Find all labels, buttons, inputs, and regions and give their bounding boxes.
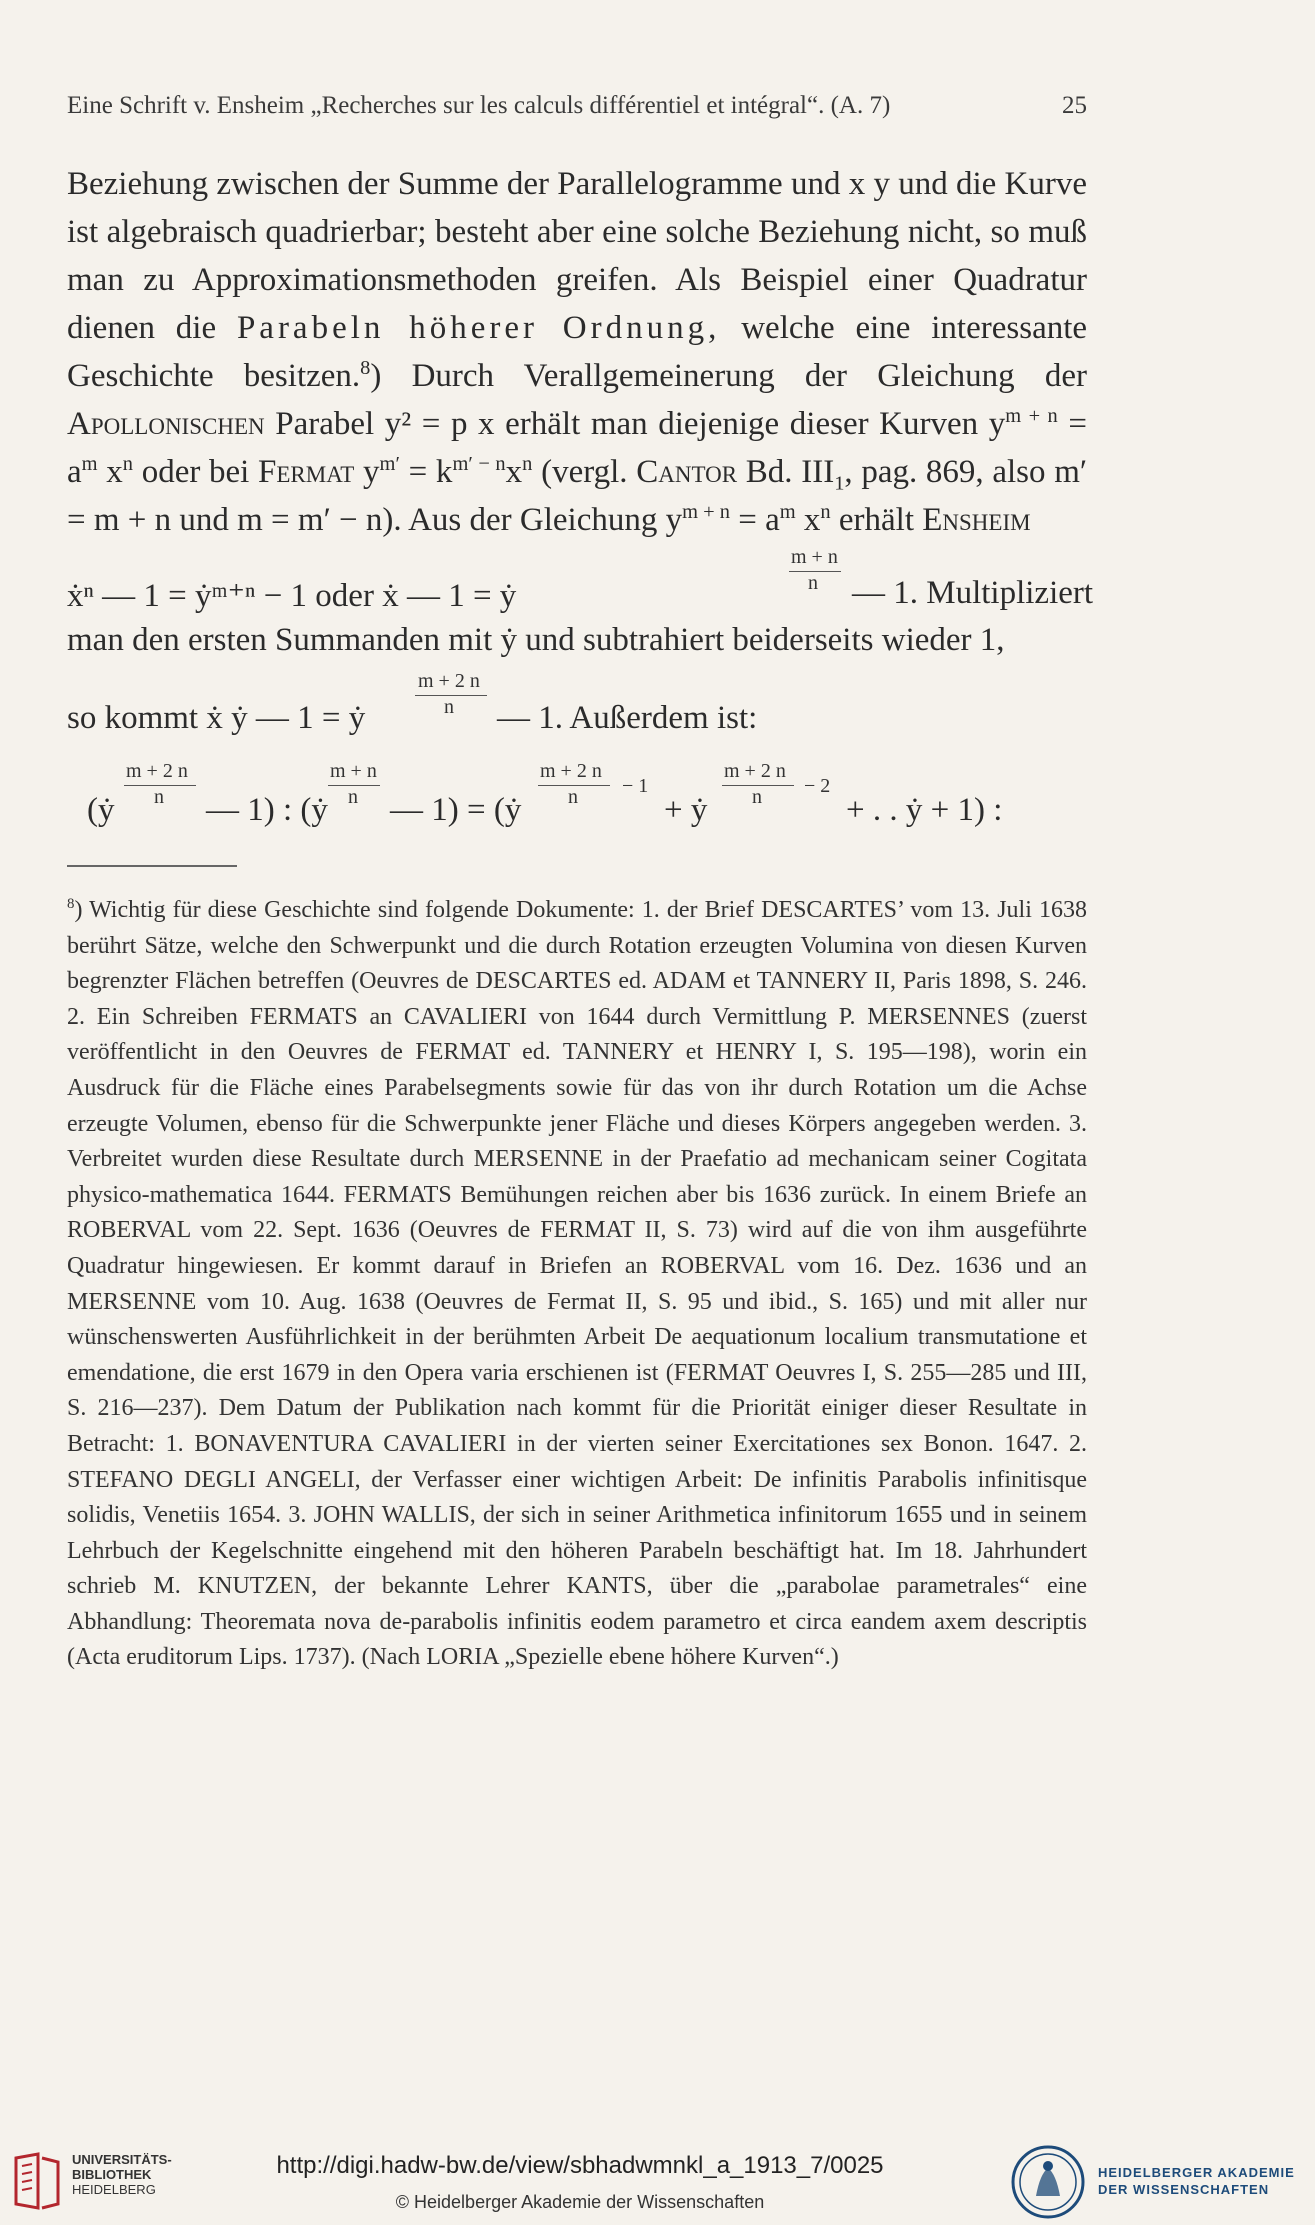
author-name: Fermat <box>258 454 355 490</box>
main-text <box>67 160 1087 544</box>
text-run: x <box>505 454 523 490</box>
library-name-line: BIBLIOTHEK <box>72 2167 152 2182</box>
exponent: n <box>122 453 133 475</box>
text-line <box>67 622 1087 659</box>
fraction-numerator: m + 2 n <box>418 670 480 692</box>
exponent: m + n <box>682 501 730 523</box>
footer-bar <box>0 2140 1315 2225</box>
fraction-numerator: m + 2 n <box>724 760 786 782</box>
text-run: y <box>363 454 380 490</box>
equation-line-end <box>497 700 757 737</box>
text-run: welche eine interessante Geschichte besitzen. <box>67 310 1088 394</box>
equation-text: so kommt ẋ ẏ — 1 = ẏ <box>67 700 366 736</box>
fraction-denominator: n <box>444 696 454 718</box>
text-run: erhält <box>838 502 914 538</box>
exponent: m′ − n <box>452 453 506 475</box>
academy-name-line: DER WISSENSCHAFTEN <box>1098 2182 1270 2197</box>
running-title: Eine Schrift v. Ensheim „Recherches sur les calculs différentiel et intégral“. (A. 7) <box>67 92 891 119</box>
fraction-numerator: m + n <box>791 546 838 568</box>
main-paragraph <box>67 160 1087 544</box>
footnote-text: ) Wichtig für diese Geschichte sind folgende Dokumente: 1. der Brief DESCARTES’ vom 13. Juli 1638 berührt Sätze, welche den Schwerpunkt und die durch Rotation erzeugten Volumina von diesen Kurven begrenzter Flächen betreffen (Oeuvres de DESCARTES ed. ADAM et TANNERY II, Paris 1898, S. 246. 2. Ein Schreiben FERMATS an CAVALIERI von 1644 durch Vermittlung P. MERSENNES (zuerst veröffentlicht in den Oeuvres de FERMAT ed. TANNERY et HENRY I, S. 195—198), worin ein Ausdruck für die Fläche eines Parabelsegments sowie für das von ihr durch Rotation um die Achse erzeugte Volumen, ebenso für die Schwerpunkte jener Fläche und dieses Körpers angegeben werden. 3. Verbreitet wurden diese Resultate durch MERSENNE in der Praefatio ad mechanicam seiner Cogitata physico-mathematica 1644. FERMATS Bemühungen reichen aber bis 1636 zurück. In einem Briefe an ROBERVAL vom 22. Sept. 1636 (Oeuvres de FERMAT II, S. 73) wird auf die von ihm ausgeführte Quadratur hingewiesen. Er kommt darauf in Briefen an ROBERVAL vom 16. Dez. 1636 und an MERSENNE vom 10. Aug. 1638 (Oeuvres de Fermat II, S. 95 und ibid., S. 165) und mit aller nur wünschenswerten Ausführlichkeit in der berühmten Arbeit De aequationum localium transmutatione et emendatione, die erst 1679 in den Opera varia erschienen ist (FERMAT Oeuvres I, S. 255—285 und III, S. 216—237). Dem Datum der Publikation nach kommt für die Priorität einiger dieser Resultate in Betracht: 1. BONAVENTURA CAVALIERI in der vierten seiner Exercitationes sex Bonon. 1647. 2. STEFANO DEGLI ANGELI, der Verfasser einer wichtigen Arbeit: De infinitis Parabolis infinitisque solidis, Venetiis 1654. 3. JOHN WALLIS, der sich in seiner Arithmetica infinitorum 1655 und in seinem Lehrbuch der Kegelschnitte eingehend mit den höheren Parabeln beschäftigt hat. Im 18. Jahrhundert schrieb M. KNUTZEN, der bekannte Lehrer KANTS, über die „parabolae parametrales“ eine Abhandlung: Theoremata nova de-parabolis infinitis eodem parametro et circa eandem axem descriptis (Acta eruditorum Lips. 1737). (Nach LORIA „Spezielle ebene höhere Kurven“.) <box>67 897 1087 1671</box>
equation-part: + . . ẏ + 1) : <box>846 792 1003 828</box>
fraction-denominator: n <box>568 786 578 808</box>
library-name-line: UNIVERSITÄTS- <box>72 2152 172 2167</box>
footnote <box>67 893 1087 1676</box>
subscript: 1 <box>834 472 845 495</box>
document-url-link[interactable]: http://digi.hadw-bw.de/view/sbhadwmnkl_a_1913_7/0025 <box>276 2152 884 2179</box>
text-run: ) Durch Verallgemeinerung der Gleichung der <box>370 358 1087 394</box>
exponent-offset: − 1 <box>622 775 649 797</box>
footnote-rule <box>67 865 237 867</box>
text-run: = k <box>408 454 453 490</box>
text-run: Beziehung zwischen der Summe der Parallelogramme und x y und die Kurve ist algebraisch quadrierbar; besteht aber eine solche Beziehung nicht, so muß man zu Approximationsmethoden greifen. Als Beispiel einer Quadratur dienen die <box>67 166 1087 346</box>
exponent: m <box>779 501 796 523</box>
equation-line <box>67 700 365 737</box>
text-run: (vergl. <box>541 454 628 490</box>
footnote-marker: 8 <box>67 896 75 912</box>
university-library-logo-icon <box>12 2152 62 2210</box>
equation-line-end <box>852 575 1094 612</box>
equation-text: ẋⁿ — 1 = ẏᵐ⁺ⁿ − 1 oder ẋ — 1 = ẏ <box>67 578 517 614</box>
equation-part: + ẏ <box>664 792 708 828</box>
copyright-notice: © Heidelberger Akademie der Wissenschaften <box>395 2192 765 2212</box>
spaced-text: Parabeln höherer Ordnung, <box>236 310 721 346</box>
equation-part: (ẏ <box>87 792 115 828</box>
exponent: n <box>820 501 831 523</box>
equation-part: — 1) : (ẏ <box>206 792 328 828</box>
exponent: m + n <box>1005 405 1058 427</box>
footnote-paragraph <box>67 893 1087 1676</box>
exponent: m <box>81 453 98 475</box>
academy-name-line: HEIDELBERGER AKADEMIE <box>1098 2165 1295 2180</box>
text-run: x <box>803 502 821 538</box>
footnote-ref[interactable]: 8 <box>360 357 371 379</box>
academy-seal-icon <box>1010 2144 1086 2220</box>
text-run: = a <box>67 406 1087 490</box>
text-run: = a <box>738 502 780 538</box>
exponent: m′ <box>379 453 400 475</box>
fraction-denominator: n <box>348 786 358 808</box>
text-run: , pag. 869, also m′ = m + n und m = m′ − n). Aus der Gleichung y <box>67 454 1088 538</box>
text-run: oder bei <box>141 454 250 490</box>
library-name-line: HEIDELBERG <box>72 2182 156 2197</box>
equation-text: — 1. Außerdem ist: <box>497 700 758 736</box>
fraction-denominator: n <box>752 786 762 808</box>
author-name: Ensheim <box>922 502 1031 538</box>
fraction-numerator: m + 2 n <box>126 760 188 782</box>
author-name: Apollonischen <box>67 406 265 442</box>
equation-text: — 1. Multipliziert <box>852 575 1094 611</box>
exponent: n <box>522 453 533 475</box>
text-run: Bd. III <box>745 454 835 490</box>
page-number: 25 <box>1062 92 1087 119</box>
fraction-numerator: m + 2 n <box>540 760 602 782</box>
fraction-denominator: n <box>808 572 818 594</box>
author-name: Cantor <box>636 454 738 490</box>
text-run: Parabel y² = p x erhält man diejenige dieser Kurven y <box>275 406 1006 442</box>
equation-line <box>67 575 516 615</box>
running-header <box>67 92 1087 120</box>
fraction-numerator: m + n <box>330 760 377 782</box>
text-run: x <box>106 454 123 490</box>
text-run: man den ersten Summanden mit ẏ und subtrahiert beiderseits wieder 1, <box>67 622 1005 658</box>
university-library-name <box>72 2152 172 2197</box>
fraction-denominator: n <box>154 786 164 808</box>
exponent-offset: − 2 <box>804 775 831 797</box>
academy-name <box>1098 2164 1295 2198</box>
equation-part: — 1) = (ẏ <box>390 792 522 828</box>
